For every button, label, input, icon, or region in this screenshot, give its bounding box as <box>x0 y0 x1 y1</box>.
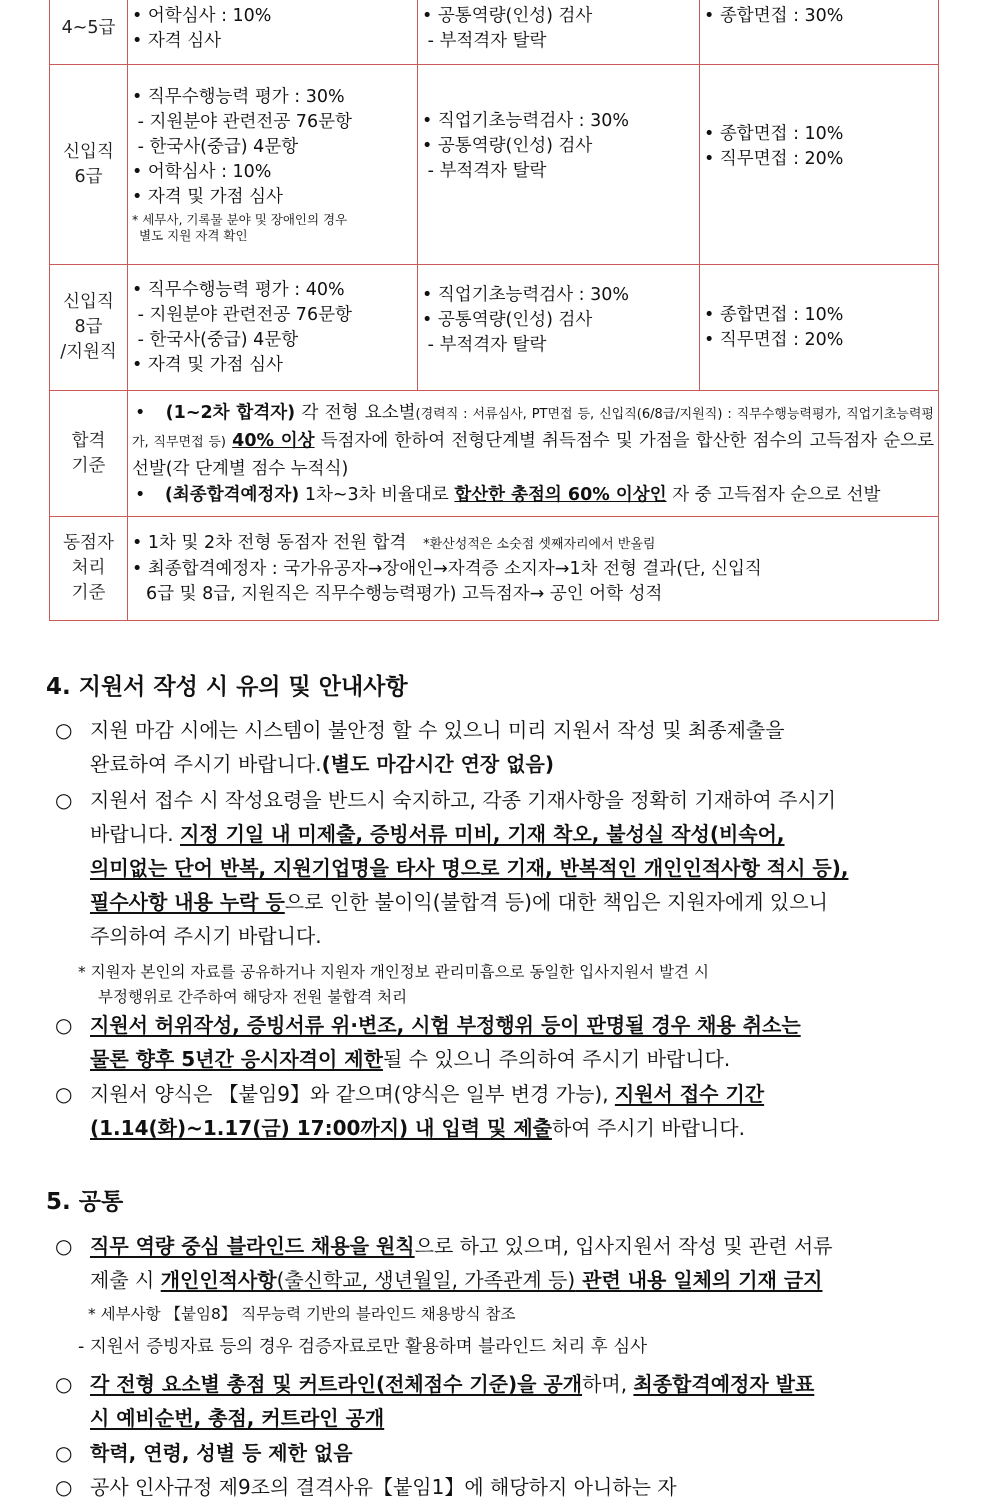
pass-final-threshold: 합산한 총점의 60% 이상인 <box>454 484 667 505</box>
cell-note: 별도 지원 자격 확인 <box>139 228 248 243</box>
bullet: • <box>135 402 146 423</box>
circle-bullet: ○ <box>55 1234 73 1258</box>
cell-line: • 자격 및 가점 심사 <box>132 187 283 207</box>
row-head-line: 신입직 <box>63 141 114 162</box>
cell-line: • 자격 및 가점 심사 <box>132 354 283 375</box>
cell-line: - 부적격자 탈락 <box>422 161 547 181</box>
table-row-grade8 <box>50 265 939 391</box>
item-bold: (별도 마감시간 연장 없음) <box>321 752 554 776</box>
item-text: 지원 마감 시에는 시스템이 불안정 할 수 있으니 미리 지원서 작성 및 최종제출을 <box>90 718 785 742</box>
row-head-line: 6급 <box>74 166 103 187</box>
circle-bullet: ○ <box>55 718 73 742</box>
item-bold-underline: 직무 역량 중심 블라인드 채용을 원칙 <box>90 1234 415 1258</box>
pass-text: 득점자에 한하여 전형단계별 취득점수 및 가점을 합산한 점수의 고득점자 순으로 선발(각 단계별 점수 누적식) <box>132 430 934 479</box>
item-bold-underline: 최종합격예정자 발표 <box>633 1372 815 1396</box>
pass-threshold: 40% 이상 <box>232 430 315 451</box>
note-line: * 지원자 본인의 자료를 공유하거나 지원자 개인정보 관리미흡으로 동일한 입사지원서 발견 시 <box>78 963 709 981</box>
cell-tie-criteria <box>128 517 939 621</box>
cell-line: • 직무수행능력 평가 : 30% <box>132 87 345 107</box>
pass-text: 자 중 고득점자 순으로 선발 <box>666 484 881 505</box>
tie-line: • 1차 및 2차 전형 동점자 전원 합격 <box>132 532 407 553</box>
section5-item1 <box>55 1229 945 1297</box>
cell-grade8-test <box>418 265 700 391</box>
row-head-line: 기준 <box>71 455 106 476</box>
cell-grade6-interview <box>700 65 939 265</box>
row-head-line: 합격 <box>71 430 106 451</box>
circle-bullet: ○ <box>55 1441 73 1465</box>
item-text: 지원서 양식은 【붙임9】와 같으며(양식은 일부 변경 가능), <box>90 1082 615 1106</box>
cell-line: • 직무수행능력 평가 : 40% <box>132 279 345 300</box>
pass-label-final: (최종합격예정자) <box>164 484 300 505</box>
cell-line: - 지원분야 관련전공 76문항 <box>132 304 352 325</box>
section5-note2: - 지원서 증빙자료 등의 경우 검증자료로만 활용하며 블라인드 처리 후 심사 <box>78 1337 648 1357</box>
section5-item2 <box>55 1367 945 1435</box>
item-bold-underline: 지원서 허위작성, 증빙서류 위·변조, 시험 부정행위 등이 판명될 경우 채용 취소는 <box>90 1013 801 1037</box>
item-bold-underline: 물론 향후 5년간 응시자격이 제한 <box>90 1047 383 1071</box>
cell-line: • 공통역량(인성) 검사 <box>422 136 593 156</box>
row-head-line: /지원직 <box>60 342 117 362</box>
item-text: 공사 인사규정 제9조의 결격사유【붙임1】에 해당하지 아니하는 자 <box>90 1475 677 1499</box>
item-bold-underline: 지정 기일 내 미제출, 증빙서류 미비, 기재 착오, 불성실 작성(비속어, <box>180 822 785 846</box>
pass-small-text: (경력직 : 서류심사, PT면접 등, 신입직(6/8급/지원직) : 직무수행능력평가, 직업기초능력평가, 직무면접 등) <box>132 406 934 450</box>
section4-title: 4. 지원서 작성 시 유의 및 안내사항 <box>46 674 408 700</box>
section4-item4 <box>55 1077 945 1145</box>
cell-line: • 직업기초능력검사 : 30% <box>422 285 630 305</box>
table-row-tie-criteria <box>50 517 939 621</box>
cell-line: - 한국사(중급) 4문항 <box>132 137 299 157</box>
bullet: • <box>135 484 146 505</box>
cell-line: • 직무면접 : 20% <box>704 148 844 169</box>
circle-bullet: ○ <box>55 1013 73 1037</box>
pass-text: 1차~3차 비율대로 <box>299 484 455 505</box>
item-text: 지원서 접수 시 작성요령을 반드시 숙지하고, 각종 기재사항을 정확히 기재하여 주시기 <box>90 788 837 812</box>
item-bold-underline: 각 전형 요소별 총점 및 커트라인(전체점수 기준)을 공개 <box>90 1372 583 1396</box>
item-text: 바랍니다. <box>90 822 180 846</box>
section5-title: 5. 공통 <box>46 1189 124 1215</box>
table-row-grade6 <box>50 65 939 265</box>
cell-line: - 부적격자 탈락 <box>422 31 547 51</box>
row-head-line: 신입직 <box>63 292 114 312</box>
cell-line: • 어학심사 : 10% <box>132 6 272 26</box>
item-bold-underline: 개인인적사항 <box>160 1268 277 1292</box>
cell-pass-criteria <box>128 391 939 517</box>
row-head-grade6 <box>50 65 128 265</box>
cell-line: • 종합면접 : 10% <box>704 304 844 325</box>
item-text: 될 수 있으니 주의하여 주시기 바랍니다. <box>382 1047 731 1071</box>
cell-note: * 세무사, 기록물 분야 및 장애인의 경우 <box>132 212 348 227</box>
section4-item3 <box>55 1008 945 1076</box>
cell-line: • 공통역량(인성) 검사 <box>422 6 593 26</box>
cell-line: • 종합면접 : 10% <box>704 123 844 144</box>
tie-line: • 최종합격예정자 : 국가유공자→장애인→자격증 소지자→1차 전형 결과(단, 신입직 <box>132 558 762 579</box>
tie-line: 6급 및 8급, 지원직은 직무수행능력평가) 고득점자→ 공인 어학 성적 <box>146 583 663 604</box>
item-bold-underline: 지원서 접수 기간 <box>614 1082 765 1106</box>
circle-bullet: ○ <box>55 1475 73 1499</box>
cell-grade6-test <box>418 65 700 265</box>
cell-grade45-interview <box>700 0 939 65</box>
row-head-tie <box>50 517 128 621</box>
cell-grade8-interview <box>700 265 939 391</box>
pass-label-stage12: (1~2차 합격자) <box>165 402 296 423</box>
cell-line: • 직업기초능력검사 : 30% <box>422 111 630 131</box>
cell-line: • 종합면접 : 30% <box>704 6 844 26</box>
selection-criteria-table <box>49 0 939 621</box>
item-text: 완료하여 주시기 바랍니다. <box>90 752 322 776</box>
row-head-line: 동점자 <box>63 533 114 553</box>
pass-text: 각 전형 요소별 <box>295 402 416 423</box>
item-bold-underline: 필수사항 내용 누락 등 <box>90 890 285 914</box>
section4-item1 <box>55 713 945 781</box>
cell-line: - 한국사(중급) 4문항 <box>132 329 299 350</box>
tie-small-note: *환산성적은 소숫점 셋째자리에서 반올림 <box>423 536 656 552</box>
item-bold-underline: 시 예비순번, 총점, 커트라인 공개 <box>90 1406 385 1430</box>
item-bold: 학력, 연령, 성별 등 제한 없음 <box>90 1441 353 1465</box>
row-head-grade45 <box>50 0 128 65</box>
item-text: 제출 시 <box>90 1268 161 1292</box>
row-head-line: 기준 <box>71 583 106 603</box>
item-text: 주의하여 주시기 바랍니다. <box>90 924 322 948</box>
cell-line: • 공통역량(인성) 검사 <box>422 310 593 330</box>
item-bold-underline: 관련 내용 일체의 기재 금지 <box>575 1268 823 1292</box>
item-text: 으로 하고 있으며, 입사지원서 작성 및 관련 서류 <box>414 1234 833 1258</box>
section5-item4 <box>55 1470 945 1504</box>
section4-note <box>78 960 944 1010</box>
section4-item2 <box>55 783 945 953</box>
table-row-grade45 <box>50 0 939 65</box>
section5-item3 <box>55 1436 945 1470</box>
item-bold-underline: (1.14(화)~1.17(금) 17:00까지) 내 입력 및 제출 <box>90 1116 552 1140</box>
circle-bullet: ○ <box>55 1372 73 1396</box>
item-text: 으로 인한 불이익(불합격 등)에 대한 책임은 지원자에게 있으니 <box>284 890 828 914</box>
row-head-line: 처리 <box>71 558 106 578</box>
note-line: 부정행위로 간주하여 해당자 전원 불합격 처리 <box>98 988 408 1006</box>
cell-line: - 부적격자 탈락 <box>422 335 547 355</box>
row-head-grade8 <box>50 265 128 391</box>
section5-note1: * 세부사항 【붙임8】 직무능력 기반의 블라인드 채용방식 참조 <box>88 1305 516 1323</box>
row-head-pass <box>50 391 128 517</box>
row-head-line: 4~5급 <box>61 18 116 38</box>
circle-bullet: ○ <box>55 1082 73 1106</box>
cell-line: - 지원분야 관련전공 76문항 <box>132 112 352 132</box>
cell-grade45-doc <box>128 0 418 65</box>
item-underline: (출신학교, 생년월일, 가족관계 등) <box>276 1268 576 1292</box>
item-bold-underline: 의미없는 단어 반복, 지원기업명을 타사 명으로 기재, 반복적인 개인인적사항 적시 등), <box>90 856 849 880</box>
cell-grade45-test <box>418 0 700 65</box>
item-text: 하여 주시기 바랍니다. <box>551 1116 745 1140</box>
table-row-pass-criteria <box>50 391 939 517</box>
cell-line: • 어학심사 : 10% <box>132 162 272 182</box>
cell-grade6-doc <box>128 65 418 265</box>
cell-grade8-doc <box>128 265 418 391</box>
cell-line: • 직무면접 : 20% <box>704 329 844 350</box>
row-head-line: 8급 <box>74 317 103 337</box>
item-text: 하며, <box>582 1372 634 1396</box>
cell-line: • 자격 심사 <box>132 31 222 51</box>
circle-bullet: ○ <box>55 788 73 812</box>
